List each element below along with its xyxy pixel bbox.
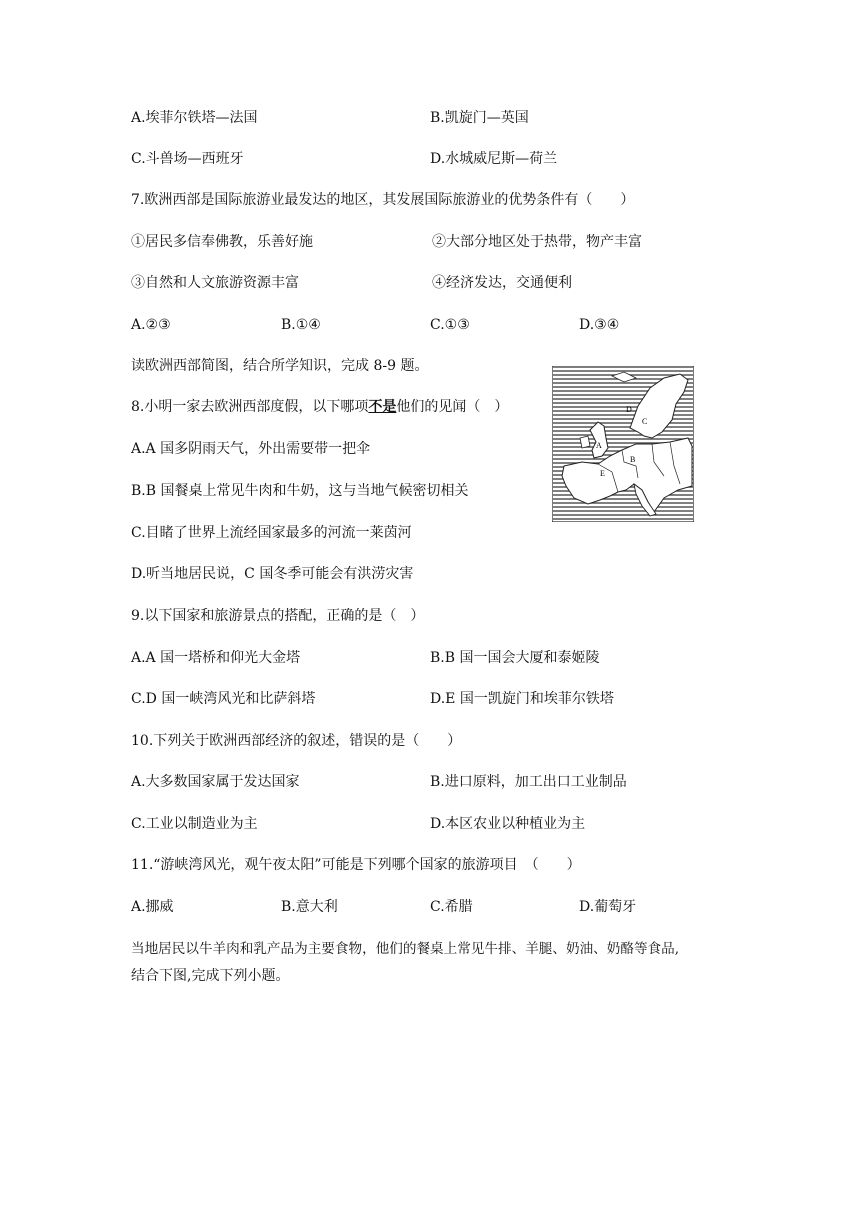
q6-option-d: D.水城威尼斯—荷兰: [430, 151, 558, 167]
q10-option-d: D.本区农业以种植业为主: [430, 816, 586, 832]
map-label-c: C: [642, 417, 648, 426]
q8-option-d: D.听当地居民说，C 国冬季可能会有洪涝灾害: [131, 566, 414, 582]
q11-option-a: A.挪威: [131, 899, 174, 915]
closing-line-1: 当地居民以牛羊肉和乳产品为主要食物，他们的餐桌上常见牛排、羊腿、奶油、奶酪等食品,: [131, 941, 680, 957]
q7-item-1: ①居民多信奉佛教，乐善好施: [131, 234, 313, 250]
q8-option-a: A.A 国多阴雨天气，外出需要带一把伞: [131, 441, 371, 457]
q11-option-b: B.意大利: [281, 899, 338, 915]
map-ireland: [580, 436, 590, 448]
q8-stem: [131, 398, 508, 416]
map-label-b: B: [630, 455, 636, 464]
q6-option-b: B.凯旋门—英国: [430, 110, 529, 126]
q11-stem: 11.“游峡湾风光，观午夜太阳”可能是下列哪个国家的旅游项目 （ ）: [131, 857, 581, 873]
q10-option-b: B.进口原料，加工出口工业制品: [430, 774, 627, 790]
map-label-d: D: [626, 405, 632, 414]
map-label-a: A: [596, 441, 602, 450]
q6-option-c: C.斗兽场—西班牙: [131, 151, 244, 167]
q7-item-4: ④经济发达，交通便利: [432, 275, 572, 291]
q7-option-c: C.①③: [430, 317, 470, 333]
q9-option-a: A.A 国一塔桥和仰光大金塔: [131, 650, 301, 666]
q10-option-a: A.大多数国家属于发达国家: [131, 774, 300, 790]
q9-option-c: C.D 国一峡湾风光和比萨斜塔: [131, 691, 316, 707]
q10-option-c: C.工业以制造业为主: [131, 816, 258, 832]
q10-stem: 10.下列关于欧洲西部经济的叙述，错误的是（ ）: [131, 733, 462, 749]
q8-stem-emphasis: 不是: [368, 399, 397, 415]
q8-option-c: C.目睹了世界上流经国家最多的河流一莱茵河: [131, 525, 412, 541]
q7-stem: 7.欧洲西部是国际旅游业最发达的地区，其发展国际旅游业的优势条件有（ ）: [131, 192, 635, 208]
q7-item-2: ②大部分地区处于热带，物产丰富: [432, 234, 642, 250]
q11-option-c: C.希腊: [430, 899, 473, 915]
q9-stem: 9.以下国家和旅游景点的搭配，正确的是（ ）: [131, 608, 425, 624]
q7-option-a: A.②③: [131, 317, 171, 333]
q8-stem-pre: 8.小明一家去欧洲西部度假，以下哪项: [131, 399, 369, 415]
q9-option-b: B.B 国一国会大厦和泰姬陵: [430, 650, 600, 666]
western-europe-map: [552, 366, 694, 522]
q11-option-d: D.葡萄牙: [579, 899, 637, 915]
q7-item-3: ③自然和人文旅游资源丰富: [131, 275, 299, 291]
intro-8-9: 读欧洲西部简图，结合所学知识，完成 8-9 题。: [131, 358, 429, 374]
q7-option-b: B.①④: [281, 317, 321, 333]
q9-option-d: D.E 国一凯旋门和埃菲尔铁塔: [430, 691, 614, 707]
q6-option-a: A.埃菲尔铁塔—法国: [131, 110, 258, 126]
q7-option-d: D.③④: [579, 317, 620, 333]
q8-option-b: B.B 国餐桌上常见牛肉和牛奶，这与当地气候密切相关: [131, 483, 469, 499]
q8-stem-post: 他们的见闻（ ）: [396, 399, 509, 415]
map-label-e: E: [600, 469, 605, 478]
closing-line-2: 结合下图,完成下列小题。: [131, 968, 290, 984]
